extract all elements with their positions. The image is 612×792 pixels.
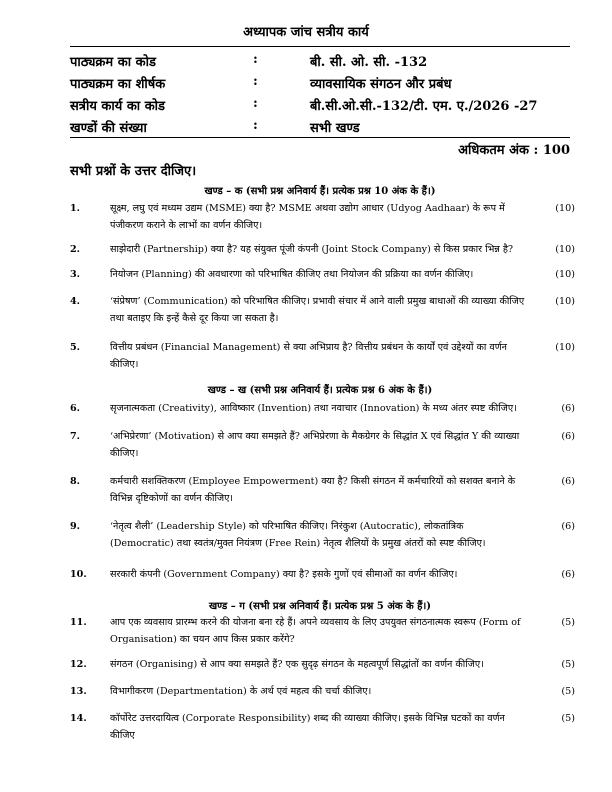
question-marks: (5) bbox=[561, 713, 575, 724]
question-marks: (10) bbox=[555, 296, 575, 307]
question-marks: (10) bbox=[555, 269, 575, 280]
meta-label: खण्डों की संख्या bbox=[70, 121, 147, 136]
question-number: 12. bbox=[70, 659, 87, 670]
question-number: 5. bbox=[70, 342, 81, 353]
question-number: 2. bbox=[70, 244, 81, 255]
meta-colon: : bbox=[253, 74, 258, 89]
question-text: सृजनात्मकता (Creativity), आविष्कार (Invention) तथा नवाचार (Innovation) के मध्य अंतर स्पष्ट कीजिए। bbox=[110, 403, 517, 414]
meta-value: सभी खण्ड bbox=[310, 121, 360, 136]
question-text: सूक्ष्म, लघु एवं मध्यम उद्यम (MSME) क्या है? MSME अथवा उद्योग आधार (Udyog Aadhaar) के रूप में पंजीकरण कराने के लाभों का वर्णन कीजिए। bbox=[110, 203, 505, 231]
question-text: आप एक व्यवसाय प्रारम्भ करने की योजना बना रहे हैं। अपने व्यवसाय के लिए उपयुक्त संगठनात्मक स्वरूप (Form of Organisation) का चयन आप किस प्रकार करेंगे? bbox=[110, 617, 521, 645]
question-marks: (5) bbox=[561, 617, 575, 628]
question-marks: (6) bbox=[561, 431, 575, 442]
meta-colon: : bbox=[253, 96, 258, 111]
meta-course-title bbox=[70, 74, 570, 94]
question-text: ‘संप्रेषण’ (Communication) को परिभाषित कीजिए। प्रभावी संचार में आने वाली प्रमुख बाधाओं की व्याख्या कीजिए तथा बताइए कि इन्हें कैसे दूर किया जा सकता है। bbox=[110, 296, 525, 324]
question-text: संगठन (Organising) से आप क्या समझते हैं? एक सुदृढ़ संगठन के महत्वपूर्ण सिद्धांतों का वर्णन कीजिए। bbox=[110, 659, 484, 670]
question-number: 13. bbox=[70, 686, 87, 697]
question-number: 7. bbox=[70, 431, 81, 442]
meta-label: सत्रीय कार्य का कोड bbox=[70, 99, 165, 114]
document-title: अध्यापक जांच सत्रीय कार्य bbox=[243, 25, 369, 40]
question-marks: (5) bbox=[561, 686, 575, 697]
maximum-marks: अधिकतम अंक : 100 bbox=[458, 143, 570, 158]
section-a-heading: खण्ड – क (सभी प्रश्न अनिवार्य हैं। प्रत्येक प्रश्न 10 अंक के हैं।) bbox=[204, 186, 436, 197]
question-number: 11. bbox=[70, 617, 87, 628]
meta-assignment-code bbox=[70, 96, 570, 116]
question-marks: (6) bbox=[561, 569, 575, 580]
question-text: ‘नेतृत्व शैली’ (Leadership Style) को परिभाषित कीजिए। निरंकुश (Autocratic), लोकतांत्रिक (Democratic) तथा स्वतंत्र/मुक्त नियंत्रण (Free Rein) नेतृत्व शैलियों के प्रमुख अंतरों को स्पष्ट कीजिए। bbox=[110, 521, 486, 549]
question-number: 6. bbox=[70, 403, 81, 414]
question-number: 10. bbox=[70, 569, 87, 580]
question-number: 3. bbox=[70, 269, 81, 280]
meta-colon: : bbox=[253, 52, 258, 67]
meta-value: बी.सी.ओ.सी.-132/टी. एम. ए./2026 -27 bbox=[310, 99, 538, 114]
meta-value: बी. सी. ओ. सी. -132 bbox=[310, 55, 428, 70]
meta-blocks-count bbox=[70, 118, 570, 138]
instruction: सभी प्रश्नों के उत्तर दीजिए। bbox=[70, 164, 197, 179]
meta-colon: : bbox=[253, 118, 258, 133]
question-marks: (6) bbox=[561, 521, 575, 532]
meta-label: पाठ्यक्रम का कोड bbox=[70, 55, 156, 70]
question-text: कॉर्पोरेट उत्तरदायित्व (Corporate Responsibility) शब्द की व्याख्या कीजिए। इसके विभिन्न घटकों का वर्णन कीजिए bbox=[110, 713, 505, 741]
question-text: ‘अभिप्रेरणा’ (Motivation) से आप क्या समझते हैं? अभिप्रेरणा के मैकग्रेगर के सिद्धांत X एवं सिद्धांत Y की व्याख्या कीजिए। bbox=[110, 431, 520, 459]
section-b-heading: खण्ड – ख (सभी प्रश्न अनिवार्य हैं। प्रत्येक प्रश्न 6 अंक के हैं।) bbox=[207, 385, 433, 396]
question-marks: (6) bbox=[561, 476, 575, 487]
question-marks: (5) bbox=[561, 659, 575, 670]
question-text: विभागीकरण (Departmentation) के अर्थ एवं महत्व की चर्चा कीजिए। bbox=[110, 686, 372, 697]
question-text: वित्तीय प्रबंधन (Financial Management) से क्या अभिप्राय है? वित्तीय प्रबंधन के कार्यों एवं उद्देश्यों का वर्णन कीजिए। bbox=[110, 342, 508, 370]
question-number: 14. bbox=[70, 713, 87, 724]
meta-value: व्यावसायिक संगठन और प्रबंध bbox=[310, 77, 452, 92]
section-c-heading: खण्ड – ग (सभी प्रश्न अनिवार्य हैं। प्रत्येक प्रश्न 5 अंक के हैं।) bbox=[208, 601, 431, 612]
meta-label: पाठ्यक्रम का शीर्षक bbox=[70, 77, 166, 92]
meta-bottom-divider bbox=[70, 137, 570, 138]
question-number: 9. bbox=[70, 521, 81, 532]
question-text: सरकारी कंपनी (Government Company) क्या है? इसके गुणों एवं सीमाओं का वर्णन कीजिए। bbox=[110, 569, 458, 580]
question-marks: (10) bbox=[555, 203, 575, 214]
question-text: कर्मचारी सशक्तिकरण (Employee Empowerment) क्या है? किसी संगठन में कर्मचारियों को सशक्त बनाने के विभिन्न दृष्टिकोणों का वर्णन कीजिए। bbox=[110, 476, 516, 504]
meta-course-code bbox=[70, 52, 570, 72]
question-text: साझेदारी (Partnership) क्या है? यह संयुक्त पूंजी कंपनी (Joint Stock Company) से किस प्रकार भिन्न है? bbox=[110, 244, 514, 255]
question-marks: (10) bbox=[555, 244, 575, 255]
question-number: 4. bbox=[70, 296, 81, 307]
question-number: 8. bbox=[70, 476, 81, 487]
question-text: नियोजन (Planning) की अवधारणा को परिभाषित कीजिए तथा नियोजन की प्रक्रिया का वर्णन कीजिए। bbox=[110, 269, 474, 280]
question-marks: (10) bbox=[555, 342, 575, 353]
question-number: 1. bbox=[70, 203, 81, 214]
top-divider bbox=[70, 46, 570, 47]
question-marks: (6) bbox=[561, 403, 575, 414]
